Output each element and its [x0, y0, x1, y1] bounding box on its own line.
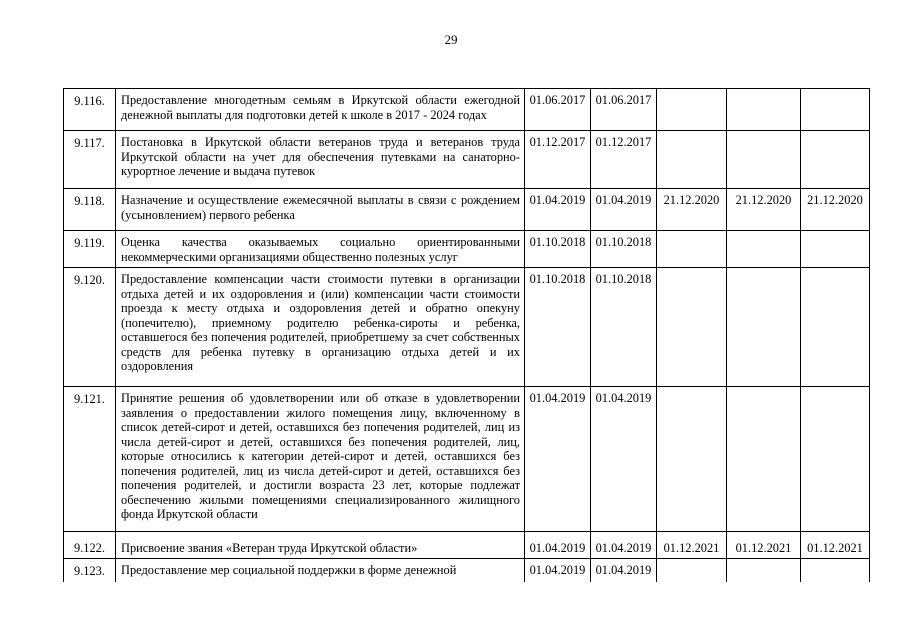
date-cell: [727, 231, 801, 268]
date-cell: [727, 387, 801, 532]
date-cell: 01.06.2017: [525, 89, 591, 131]
date-cell: 01.04.2019: [591, 559, 657, 582]
date-cell: 01.12.2017: [525, 131, 591, 189]
service-name: Присвоение звания «Ветеран труда Иркутской области»: [116, 532, 525, 559]
date-cell: [801, 268, 870, 387]
table-row: [64, 189, 870, 231]
date-cell: 01.10.2018: [525, 268, 591, 387]
service-name: Назначение и осуществление ежемесячной выплаты в связи с рождением (усыновлением) первого ребенка: [116, 189, 525, 231]
row-number: 9.120.: [64, 268, 116, 387]
date-cell: [801, 89, 870, 131]
row-number: 9.118.: [64, 189, 116, 231]
date-cell: [801, 131, 870, 189]
date-cell: 21.12.2020: [801, 189, 870, 231]
date-cell: [657, 559, 727, 582]
page-number: 29: [444, 32, 458, 47]
table-row: [64, 131, 870, 189]
date-cell: [657, 89, 727, 131]
row-number: 9.116.: [64, 89, 116, 131]
date-cell: 01.12.2021: [727, 532, 801, 559]
date-cell: [801, 231, 870, 268]
date-cell: [801, 387, 870, 532]
date-cell: [727, 268, 801, 387]
row-number: 9.121.: [64, 387, 116, 532]
service-name: Принятие решения об удовлетворении или об отказе в удовлетворении заявления о предоставлении жилого помещения лицу, включенному в список детей-сирот и детей, оставшихся без попечения родителей, лиц из числа детей-сирот и детей, оставшихся без попечения родителей, лиц, которые относились к категории детей-сирот и детей, оставшихся без попечения родителей, лиц из числа детей-сирот и детей, оставшихся без попечения родителей, и достигли возраста 23 лет, которые подлежат обеспечению жилыми помещениями специализированного жилищного фонда Иркутской области: [116, 387, 525, 532]
table-row: [64, 387, 870, 532]
date-cell: [727, 89, 801, 131]
date-cell: 01.12.2021: [801, 532, 870, 559]
date-cell: 01.10.2018: [591, 231, 657, 268]
service-name: Предоставление компенсации части стоимости путевки в организации отдыха детей и их оздоровления и (или) компенсации части стоимости проезда к месту отдыха и оздоровления детей и обратно опекуну (попечителю), приемному родителю ребенка-сироты и ребенка, оставшегося без попечения родителей, приобретшему за счет собственных средств для ребенка путевку в организацию отдыха детей и их оздоровления: [116, 268, 525, 387]
date-cell: 01.12.2017: [591, 131, 657, 189]
table-row: [64, 559, 870, 582]
date-cell: [657, 268, 727, 387]
date-cell: 01.04.2019: [525, 387, 591, 532]
date-cell: [727, 131, 801, 189]
date-cell: 01.12.2021: [657, 532, 727, 559]
services-table: [63, 88, 870, 582]
service-name: Оценка качества оказываемых социально ориентированными некоммерческими организациями общественно полезных услуг: [116, 231, 525, 268]
date-cell: 01.10.2018: [525, 231, 591, 268]
date-cell: 01.04.2019: [525, 559, 591, 582]
service-name: Постановка в Иркутской области ветеранов труда и ветеранов труда Иркутской области на учет для обеспечения путевками на санаторно-курортное лечение и выдача путевок: [116, 131, 525, 189]
table-row: [64, 89, 870, 131]
date-cell: [657, 231, 727, 268]
date-cell: 01.04.2019: [591, 387, 657, 532]
row-number: 9.117.: [64, 131, 116, 189]
table-row: [64, 231, 870, 268]
date-cell: [657, 131, 727, 189]
date-cell: 21.12.2020: [657, 189, 727, 231]
table-row: [64, 268, 870, 387]
date-cell: [657, 387, 727, 532]
service-name: Предоставление многодетным семьям в Иркутской области ежегодной денежной выплаты для подготовки детей к школе в 2017 - 2024 годах: [116, 89, 525, 131]
date-cell: [801, 559, 870, 582]
date-cell: 21.12.2020: [727, 189, 801, 231]
table-row: [64, 532, 870, 559]
service-name: Предоставление мер социальной поддержки в форме денежной: [116, 559, 525, 582]
date-cell: 01.04.2019: [525, 532, 591, 559]
row-number: 9.123.: [64, 559, 116, 582]
date-cell: [727, 559, 801, 582]
date-cell: 01.04.2019: [591, 189, 657, 231]
date-cell: 01.10.2018: [591, 268, 657, 387]
row-number: 9.119.: [64, 231, 116, 268]
row-number: 9.122.: [64, 532, 116, 559]
date-cell: 01.04.2019: [591, 532, 657, 559]
date-cell: 01.06.2017: [591, 89, 657, 131]
date-cell: 01.04.2019: [525, 189, 591, 231]
